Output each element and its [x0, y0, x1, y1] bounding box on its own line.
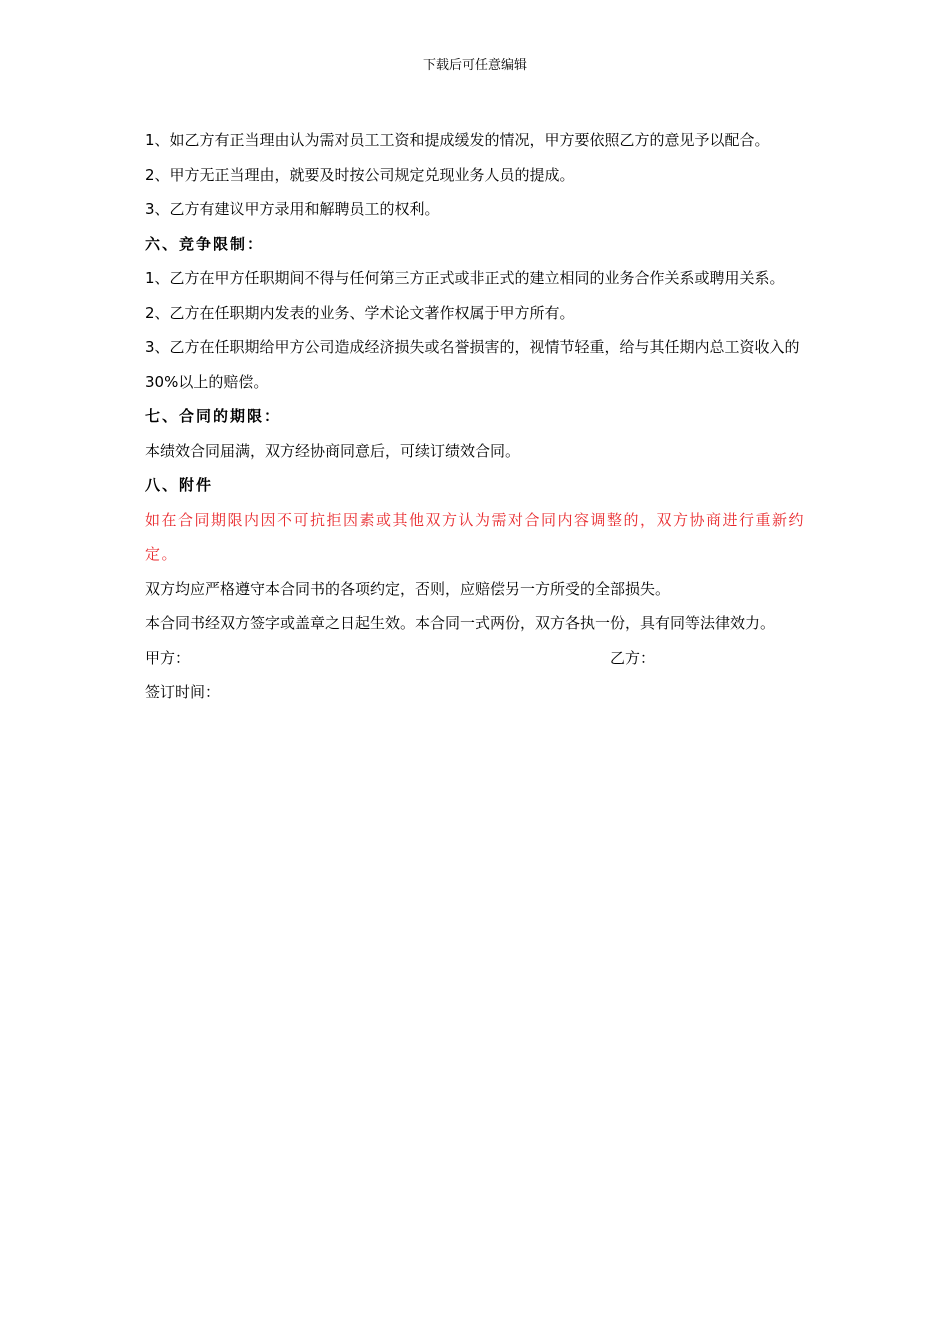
clause-paragraph: 3、乙方有建议甲方录用和解聘员工的权利。	[145, 200, 440, 218]
clause-paragraph: 双方均应严格遵守本合同书的各项约定，否则，应赔偿另一方所受的全部损失。	[145, 579, 671, 598]
contract-body	[145, 123, 810, 710]
party-b-label: 乙方：	[610, 648, 656, 667]
section-heading-attachment: 八、附件	[145, 476, 214, 494]
highlighted-clause: 如在合同期限内因不可抗拒因素或其他双方认为需对合同内容调整的，双方协商进行重新约定。	[145, 510, 806, 563]
clause-paragraph: 1、乙方在甲方任职期间不得与任何第三方正式或非正式的建立相同的业务合作关系或聘用关系。	[145, 269, 785, 287]
signature-row	[145, 641, 810, 676]
clause-paragraph: 3、乙方在任职期给甲方公司造成经济损失或名誉损害的，视情节轻重，给与其任期内总工资收入的 30%以上的赔偿。	[145, 338, 800, 391]
clause-paragraph: 1、如乙方有正当理由认为需对员工工资和提成缓发的情况，甲方要依照乙方的意见予以配合。	[145, 131, 770, 149]
clause-paragraph: 2、甲方无正当理由，就要及时按公司规定兑现业务人员的提成。	[145, 165, 575, 184]
sign-date-label: 签订时间：	[145, 683, 221, 701]
clause-paragraph: 2、乙方在任职期内发表的业务、学术论文著作权属于甲方所有。	[145, 303, 575, 322]
section-heading-term: 七、合同的期限：	[145, 407, 282, 425]
section-heading-competition: 六、竞争限制：	[145, 234, 265, 253]
clause-paragraph: 本合同书经双方签字或盖章之日起生效。本合同一式两份，双方各执一份，具有同等法律效力。	[145, 614, 776, 632]
clause-paragraph: 本绩效合同届满，双方经协商同意后，可续订绩效合同。	[145, 441, 521, 460]
page-header: 下载后可任意编辑	[422, 58, 527, 73]
party-a-label: 甲方：	[145, 648, 191, 667]
